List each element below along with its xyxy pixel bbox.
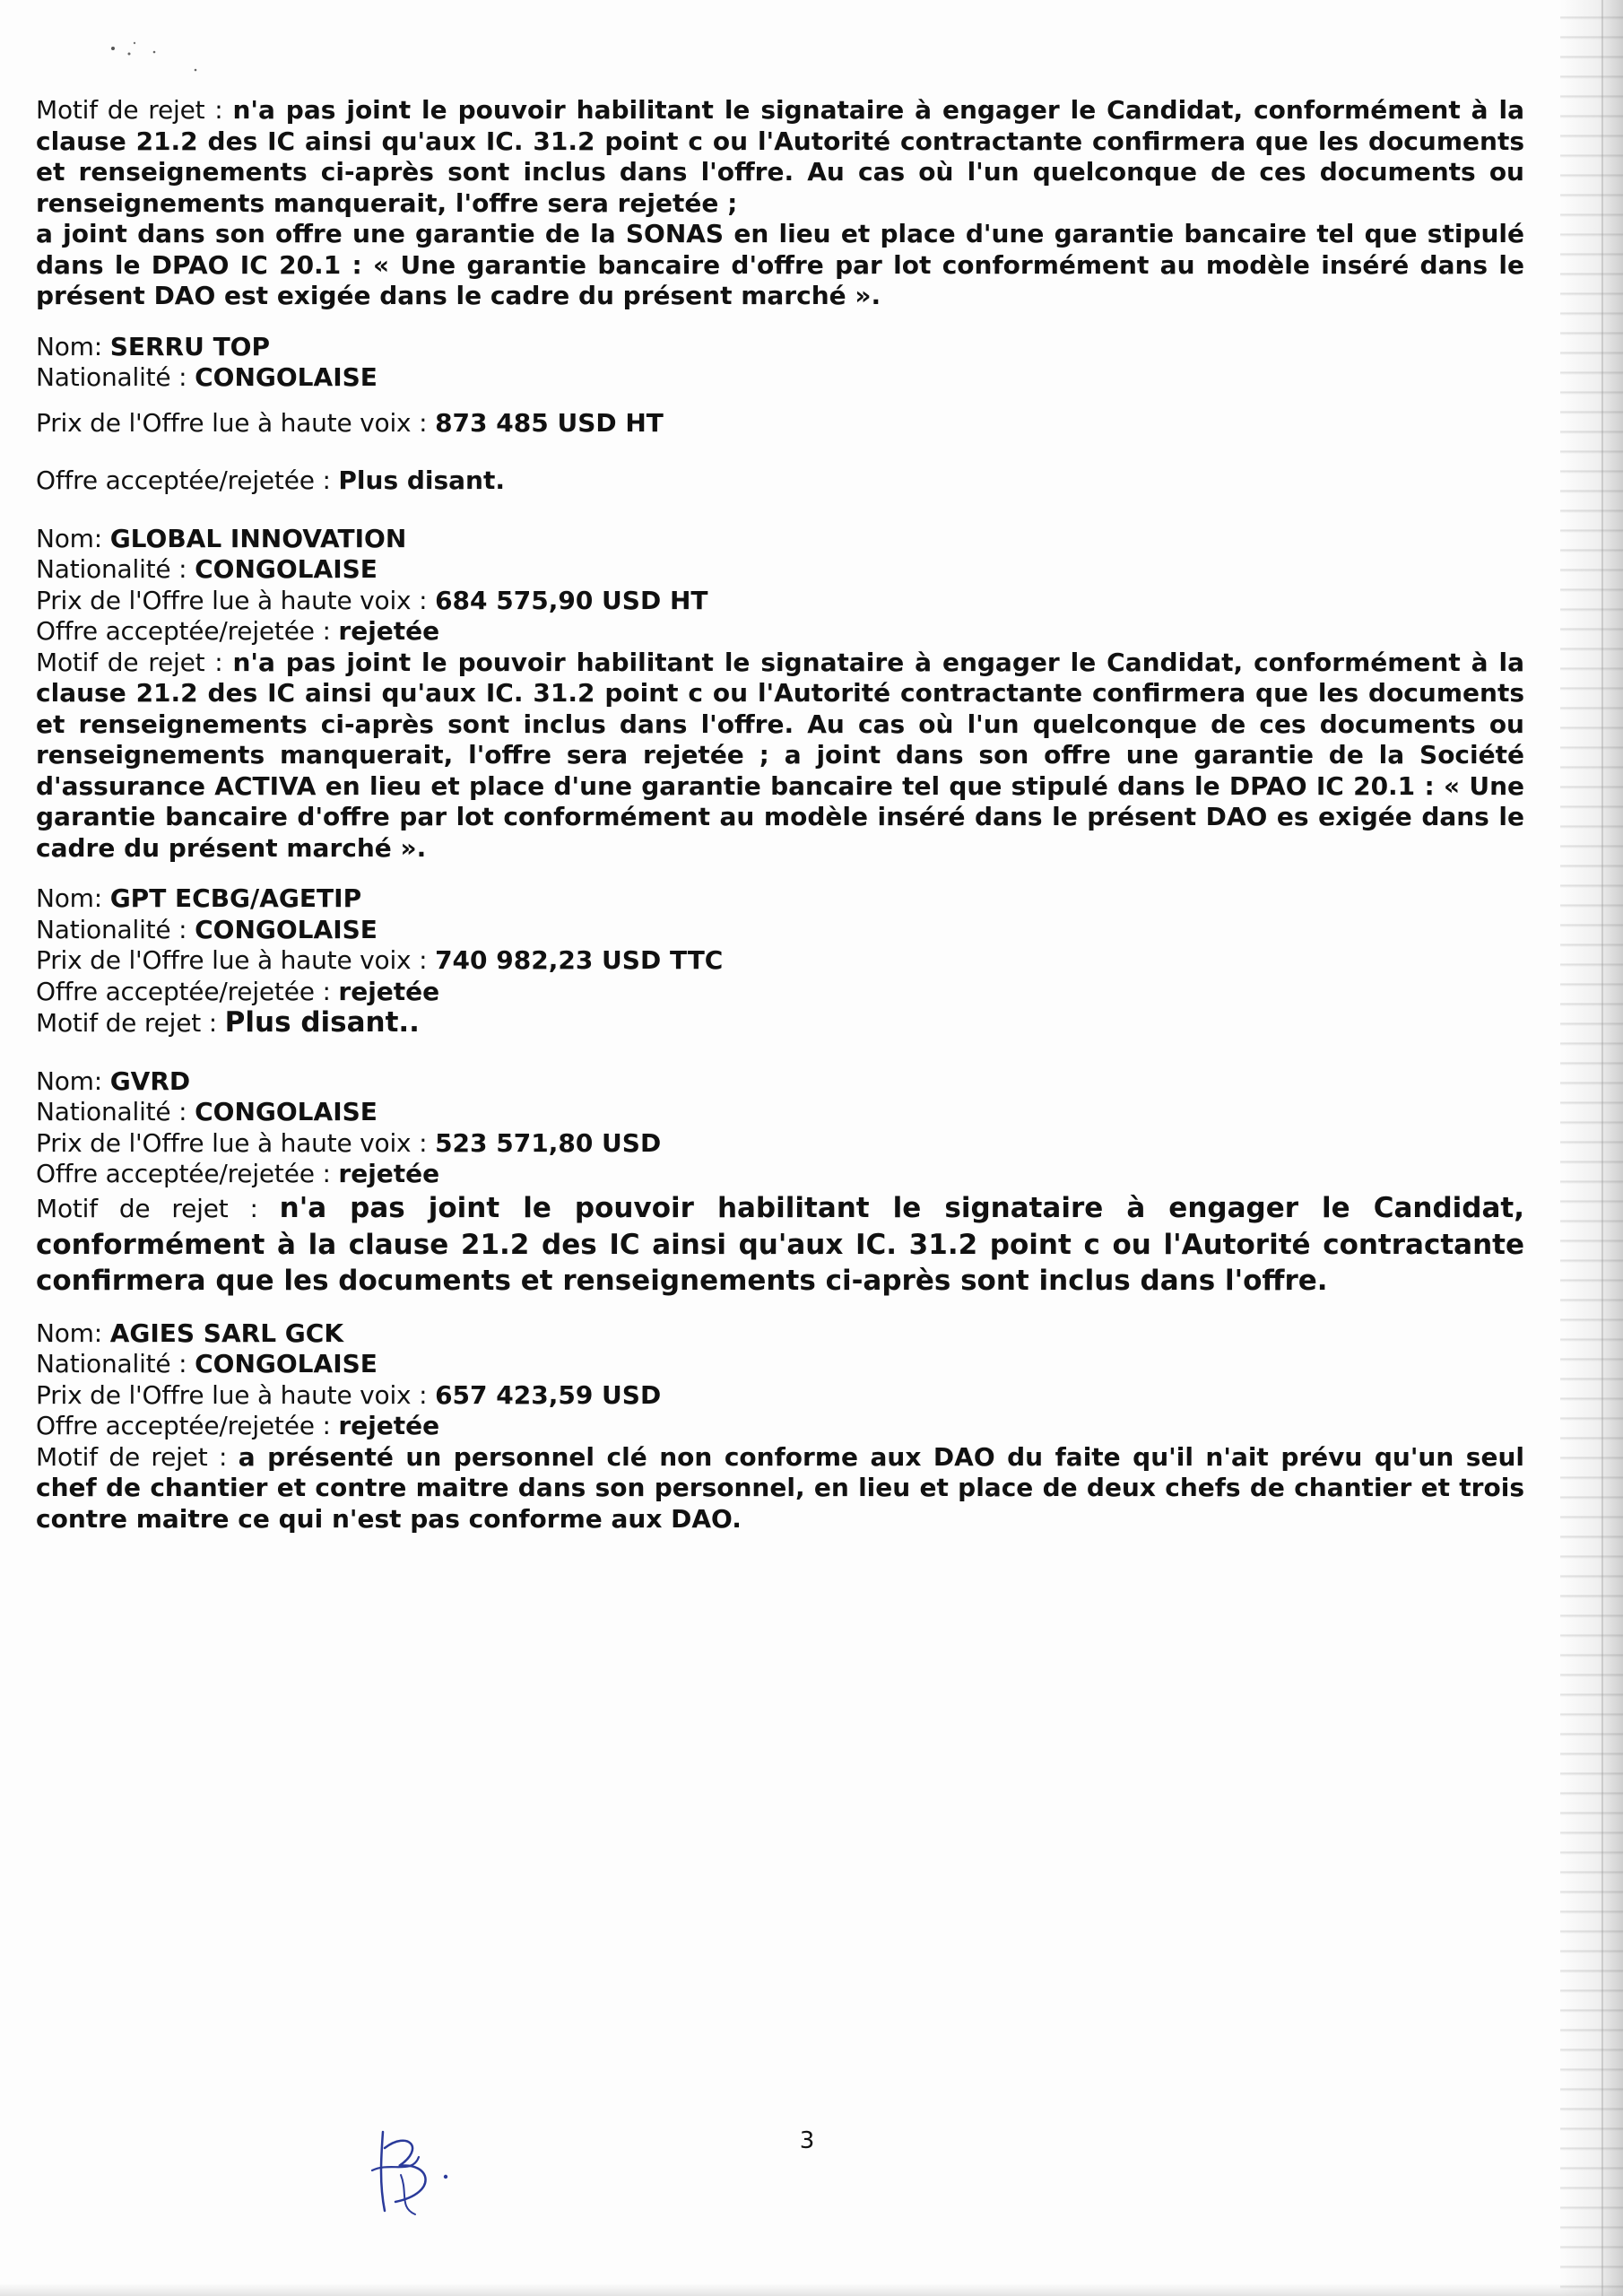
nationality-label: Nationalité : xyxy=(36,914,195,944)
signature-initials xyxy=(363,2121,462,2220)
candidate-block xyxy=(36,524,1524,865)
status-value: rejetée xyxy=(338,1411,440,1440)
candidate-block xyxy=(36,1318,1524,1535)
status-line xyxy=(36,1159,1524,1190)
status-value: rejetée xyxy=(338,1159,440,1188)
nationality-value: CONGOLAISE xyxy=(195,914,378,944)
rejection-reason xyxy=(36,1442,1524,1535)
nationality-value: CONGOLAISE xyxy=(195,362,378,392)
price-line xyxy=(36,586,1524,617)
status-line xyxy=(36,977,1524,1008)
document-body xyxy=(36,95,1524,1535)
candidate-name: GPT ECBG/AGETIP xyxy=(109,883,362,913)
candidate-name-line xyxy=(36,1066,1524,1098)
price-line xyxy=(36,1128,1524,1160)
page-number: 3 xyxy=(799,2127,815,2154)
candidate-name-line xyxy=(36,524,1524,555)
status-label: Offre acceptée/rejetée : xyxy=(36,1159,339,1188)
candidate-name: GVRD xyxy=(109,1065,191,1096)
price-label: Prix de l'Offre lue à haute voix : xyxy=(36,585,436,615)
status-value: rejetée xyxy=(338,616,440,646)
nationality-line xyxy=(36,1097,1524,1128)
nationality-line xyxy=(36,1349,1524,1380)
status-line xyxy=(36,465,1524,497)
nationality-value: CONGOLAISE xyxy=(195,1349,378,1378)
candidate-block xyxy=(36,1066,1524,1299)
price-value: 873 485 USD HT xyxy=(435,407,664,438)
rejection-label: Motif de rejet : xyxy=(36,647,233,677)
price-value: 684 575,90 USD HT xyxy=(435,585,708,615)
candidate-name-line xyxy=(36,332,1524,363)
scan-specks xyxy=(108,36,197,72)
intro-motif-label: Motif de rejet : xyxy=(36,95,233,125)
intro-motif-text-2: a joint dans son offre une garantie de la SONAS en lieu et place d'une garantie bancaire tel que stipulé dans le DPAO IC 20.1 : « Une garantie bancaire d'offre par lot conformément au modèle inséré dans le présent DAO est exigée dans le cadre du présent marché ». xyxy=(36,219,1524,310)
intro-motif-continued xyxy=(36,219,1524,312)
status-line xyxy=(36,616,1524,648)
price-label: Prix de l'Offre lue à haute voix : xyxy=(36,945,436,975)
nationality-value: CONGOLAISE xyxy=(195,554,378,584)
price-label: Prix de l'Offre lue à haute voix : xyxy=(36,407,436,438)
status-label: Offre acceptée/rejetée : xyxy=(36,1411,339,1440)
status-label: Offre acceptée/rejetée : xyxy=(36,616,339,646)
price-line xyxy=(36,1380,1524,1412)
nationality-label: Nationalité : xyxy=(36,362,195,392)
scan-bottom-edge xyxy=(0,2283,1623,2296)
status-label: Offre acceptée/rejetée : xyxy=(36,976,339,1006)
price-line xyxy=(36,408,1524,439)
status-value: rejetée xyxy=(338,976,440,1006)
nom-label: Nom: xyxy=(36,883,110,913)
intro-motif-text: n'a pas joint le pouvoir habilitant le signataire à engager le Candidat, conformément à la clause 21.2 des IC ainsi qu'aux IC. 31.2 point c ou l'Autorité contractante confirmera que les documents et renseignements ci-après sont inclus dans l'offre. Au cas où l'un quelconque de ces documents ou renseignements manquerait, l'offre sera rejetée ; xyxy=(36,95,1524,218)
candidate-block xyxy=(36,332,1524,497)
rejection-text: n'a pas joint le pouvoir habilitant le signataire à engager le Candidat, conformément à la clause 21.2 des IC ainsi qu'aux IC. 31.2 point c ou l'Autorité contractante confirmera que les documents et renseignements ci-après sont inclus dans l'offre. xyxy=(36,1191,1524,1297)
status-value: Plus disant. xyxy=(338,465,506,495)
nationality-value: CONGOLAISE xyxy=(195,1097,378,1126)
status-label: Offre acceptée/rejetée : xyxy=(36,465,339,495)
price-value: 523 571,80 USD xyxy=(435,1127,662,1158)
scan-edge-line xyxy=(1601,0,1603,2296)
candidate-name: GLOBAL INNOVATION xyxy=(109,523,407,553)
nationality-line xyxy=(36,362,1524,394)
price-value: 657 423,59 USD xyxy=(435,1379,662,1410)
nationality-label: Nationalité : xyxy=(36,554,195,584)
nationality-line xyxy=(36,554,1524,586)
price-label: Prix de l'Offre lue à haute voix : xyxy=(36,1379,436,1410)
nom-label: Nom: xyxy=(36,331,110,361)
rejection-label: Motif de rejet : xyxy=(36,1441,239,1472)
rejection-reason xyxy=(36,648,1524,865)
candidate-block xyxy=(36,883,1524,1039)
rejection-label: Motif de rejet : xyxy=(36,1193,280,1223)
candidate-name-line xyxy=(36,1318,1524,1350)
status-line xyxy=(36,1411,1524,1442)
candidate-name: AGIES SARL GCK xyxy=(109,1318,344,1348)
price-line xyxy=(36,945,1524,977)
rejection-reason xyxy=(36,1190,1524,1299)
nom-label: Nom: xyxy=(36,1065,110,1096)
price-value: 740 982,23 USD TTC xyxy=(435,945,724,975)
rejection-label: Motif de rejet : xyxy=(36,1008,225,1038)
rejection-reason xyxy=(36,1007,1524,1039)
nom-label: Nom: xyxy=(36,1318,110,1348)
nom-label: Nom: xyxy=(36,523,110,553)
candidate-name: SERRU TOP xyxy=(109,331,271,361)
nationality-label: Nationalité : xyxy=(36,1097,195,1126)
nationality-line xyxy=(36,915,1524,946)
rejection-text: n'a pas joint le pouvoir habilitant le signataire à engager le Candidat, conformément à la clause 21.2 des IC ainsi qu'aux IC. 31.2 point c ou l'Autorité contractante confirmera que les documents et renseignements ci-après sont inclus dans l'offre. Au cas où l'un quelconque de ces documents ou renseignements manquerait, l'offre sera rejetée ; a joint dans son offre une garantie de la Société d'assurance ACTIVA en lieu et place d'une garantie bancaire tel que stipulé dans le DPAO IC 20.1 : « Une garantie bancaire d'offre par lot conformément au modèle inséré dans le présent DAO es exigée dans le cadre du présent marché ». xyxy=(36,647,1524,863)
price-label: Prix de l'Offre lue à haute voix : xyxy=(36,1127,436,1158)
nationality-label: Nationalité : xyxy=(36,1349,195,1378)
scan-edge-shadow xyxy=(1560,0,1623,2296)
rejection-text: Plus disant.. xyxy=(224,1006,420,1039)
intro-motif xyxy=(36,95,1524,219)
rejection-text: a présenté un personnel clé non conforme aux DAO du faite qu'il n'ait prévu qu'un seul chef de chantier et contre maitre dans son personnel, en lieu et place de deux chefs de chantier et trois contre maitre ce qui n'est pas conforme aux DAO. xyxy=(36,1441,1524,1534)
candidate-name-line xyxy=(36,883,1524,915)
